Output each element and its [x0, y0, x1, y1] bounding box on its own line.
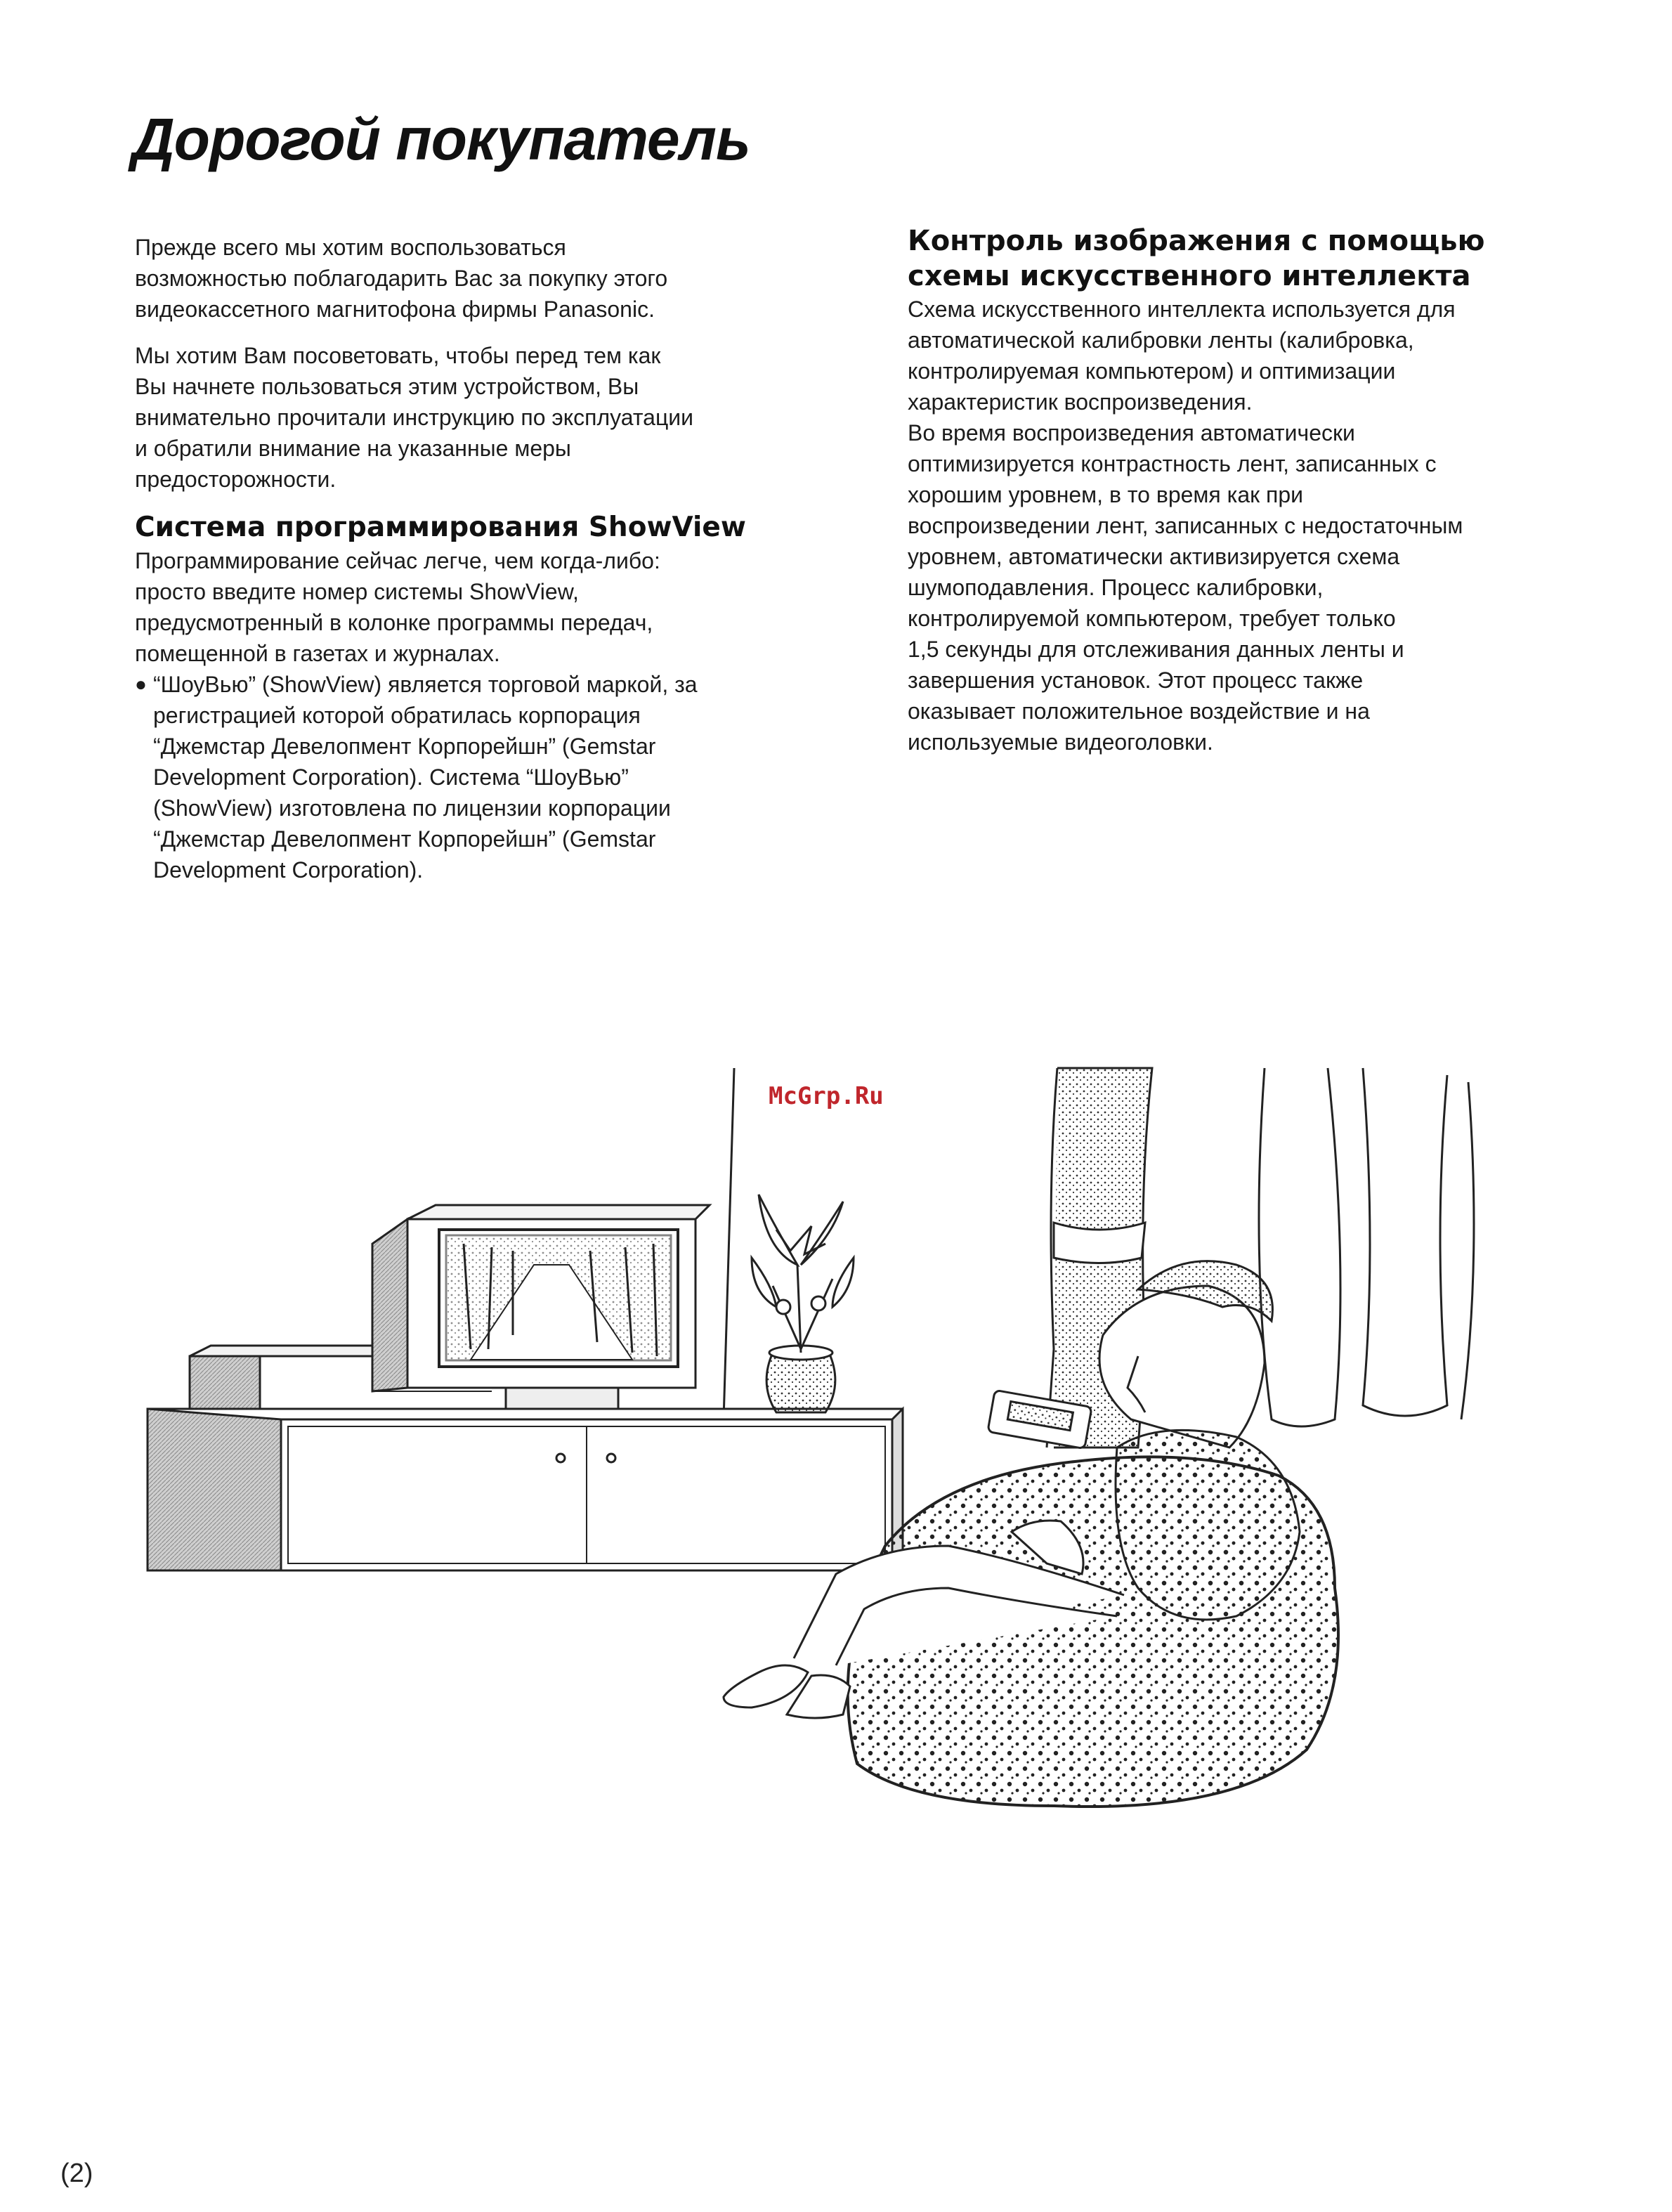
potted-plant	[752, 1195, 854, 1412]
tv-cabinet	[148, 1409, 903, 1570]
showview-paragraph: Программирование сейчас легче, чем когда-либо: просто введите номер системы ShowView, предусмотренный в колонке программы передач, помещенной в газетах и журналах.	[135, 548, 660, 666]
watermark-link[interactable]: McGrp.Ru	[769, 1082, 884, 1110]
wall-lines	[724, 1068, 734, 1419]
intro-paragraph-2: Мы хотим Вам посоветовать, чтобы перед тем как Вы начнете пользоваться этим устройством, Вы внимательно прочитали инструкцию по эксплуатации и обратили внимание на указанные меры предосторожности.	[135, 343, 694, 492]
intro-paragraph-1: Прежде всего мы хотим воспользоваться возможностью поблагодарить Вас за покупку этого видеокассетного магнитофона фирмы Panasonic.	[135, 235, 668, 322]
living-room-illustration	[141, 1054, 1539, 1827]
ai-paragraph: Схема искусственного интеллекта используется для автоматической калибровки ленты (калибровка, контролируемая компьютером) и оптимизации характеристик воспроизведения. Во время воспроизведения автоматически оптимизируется контрастность лент, записанных с хорошим уровнем, в то время как при воспроизведении лент, записанных с недостаточным уровнем, автоматически активизируется схема шумоподавления. Процесс калибровки, контролируемой компьютером, требует только 1,5 секунды для отслеживания данных ленты и завершения установок. Этот процесс также оказывает положительное воздействие и на используемые видеоголовки.	[908, 297, 1463, 755]
showview-trademark-bullet	[135, 669, 809, 885]
left-column	[135, 232, 809, 885]
page-title: Дорогой покупатель	[132, 106, 750, 172]
television	[372, 1205, 710, 1409]
showview-trademark-text: “ШоуВью” (ShowView) является торговой маркой, за регистрацией которой обратилась корпорация “Джемстар Девелопмент Корпорейшн” (Gemstar Development Corporation). Система “ШоуВью” (ShowView) изготовлена по лицензии корпорации “Джемстар Девелопмент Корпорейшн” (Gemstar Development Corporation).	[153, 672, 698, 883]
ai-heading: Контроль изображения с помощью схемы искусственного интеллекта	[908, 225, 1485, 292]
right-column	[908, 223, 1575, 773]
showview-heading: Система программирования ShowView	[135, 512, 746, 543]
bullet-dot-icon: ●	[135, 673, 147, 695]
page-number: (2)	[60, 2159, 93, 2188]
